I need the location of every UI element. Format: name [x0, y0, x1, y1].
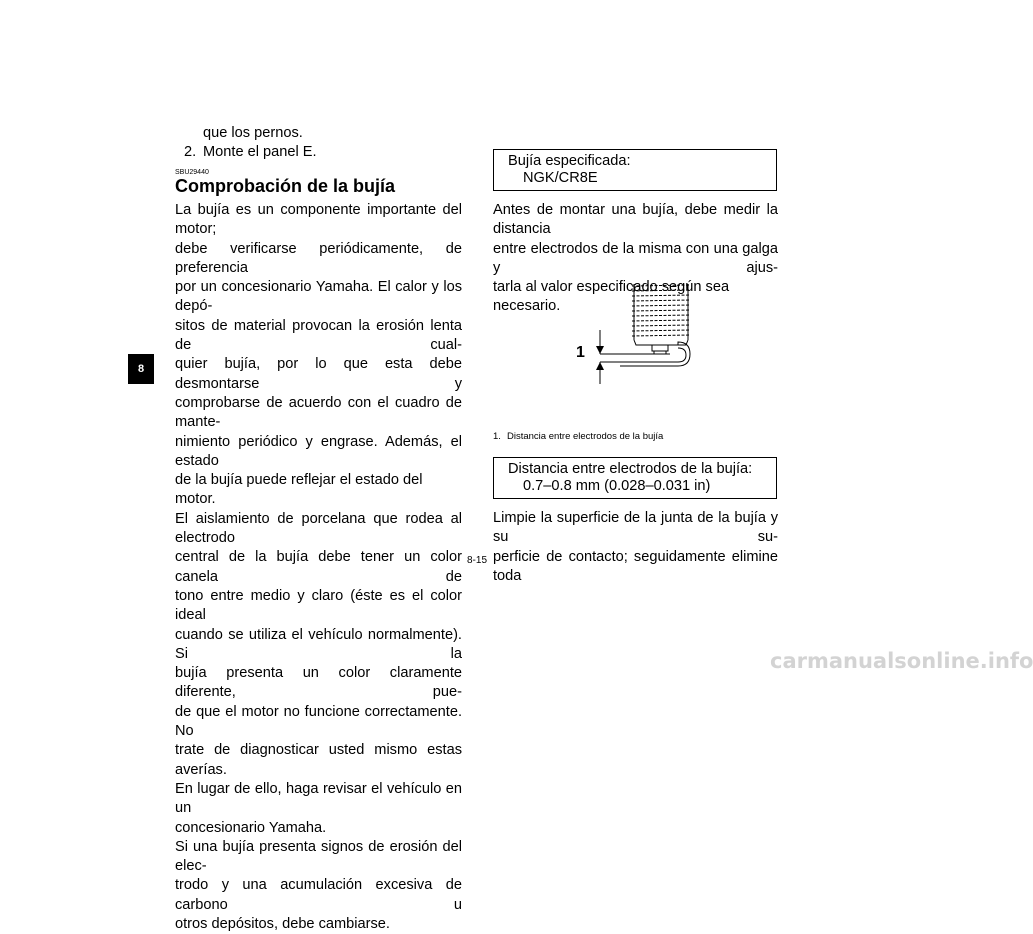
text-line: perficie de contacto; seguidamente elimine toda [493, 548, 778, 584]
text-line: tono entre medio y claro (éste es el color ideal [175, 587, 462, 624]
paragraph-replace-plug [175, 838, 462, 934]
text-line: Antes de montar una bujía, debe medir la distancia [493, 202, 778, 238]
gap-spec-value: 0.7–0.8 mm (0.028–0.031 in) [523, 478, 711, 494]
spark-plug-gap-figure [570, 278, 700, 388]
spec-box-spark-plug [493, 149, 777, 191]
text-line: sitos de material provocan la erosión lenta de cual- [175, 317, 462, 354]
page-number: 8-15 [467, 555, 488, 566]
text-line: quier bujía, por lo que esta debe desmontarse y [175, 356, 462, 392]
step-text: Monte el panel E. [203, 144, 317, 160]
text-line: trate de diagnosticar usted mismo estas averías. [175, 742, 462, 778]
text-line: entre electrodos de la misma con una galga y ajus- [493, 240, 778, 276]
text-line: El aislamiento de porcelana que rodea al electrodo [175, 510, 462, 547]
spec-value: NGK/CR8E [523, 170, 598, 186]
right-body-bottom [493, 509, 778, 586]
spec-label: Bujía especificada: [508, 153, 631, 169]
text-line: La bujía es un componente importante del motor; [175, 202, 462, 238]
step-number: 2. [184, 144, 197, 160]
spec-box-electrode-gap [493, 457, 777, 499]
section-heading: Comprobación de la bujía [175, 176, 396, 196]
text-line: de que el motor no funcione correctamente. No [175, 703, 462, 740]
text-line: concesionario Yamaha. [175, 819, 327, 836]
text-line: Limpie la superficie de la junta de la bujía y su su- [493, 510, 778, 546]
figure-caption: Distancia entre electrodos de la bujía [507, 431, 664, 442]
intro-continuation: que los pernos. [203, 125, 303, 141]
text-line: debe verificarse periódicamente, de preferencia [175, 240, 462, 276]
text-line: Si una bujía presenta signos de erosión del elec- [175, 838, 462, 875]
paragraph-insulator-color [175, 510, 462, 838]
gap-spec-label: Distancia entre electrodos de la bujía: [508, 461, 753, 477]
watermark: carmanualsonline.info [770, 649, 1033, 673]
text-line: bujía presenta un color claramente diferente, pue- [175, 665, 462, 701]
section-tab: 8 [128, 354, 154, 384]
text-line: comprobarse de acuerdo con el cuadro de mante- [175, 394, 462, 431]
section-code: SBU29440 [175, 169, 209, 176]
text-line: tarla al valor especificado según sea necesario. [493, 279, 730, 315]
text-line: trodo y una acumulación excesiva de carbono u [175, 877, 462, 913]
text-line: cuando se utiliza el vehículo normalmente). Si la [175, 626, 462, 662]
text-line: otros depósitos, debe cambiarse. [175, 915, 390, 932]
figure-caption-number: 1. [493, 431, 501, 442]
figure-callout-1: 1 [576, 344, 585, 361]
paragraph-clean-gasket [493, 509, 778, 586]
paragraph-spark-plug-intro [175, 201, 462, 510]
text-line: de la bujía puede reflejar el estado del motor. [175, 472, 423, 508]
text-line: nimiento periódico y engrase. Además, el estado [175, 433, 462, 469]
text-line: por un concesionario Yamaha. El calor y los depó- [175, 279, 462, 315]
text-line: central de la bujía debe tener un color canela de [175, 549, 462, 585]
left-body [175, 201, 462, 934]
text-line: En lugar de ello, haga revisar el vehículo en un [175, 780, 462, 817]
